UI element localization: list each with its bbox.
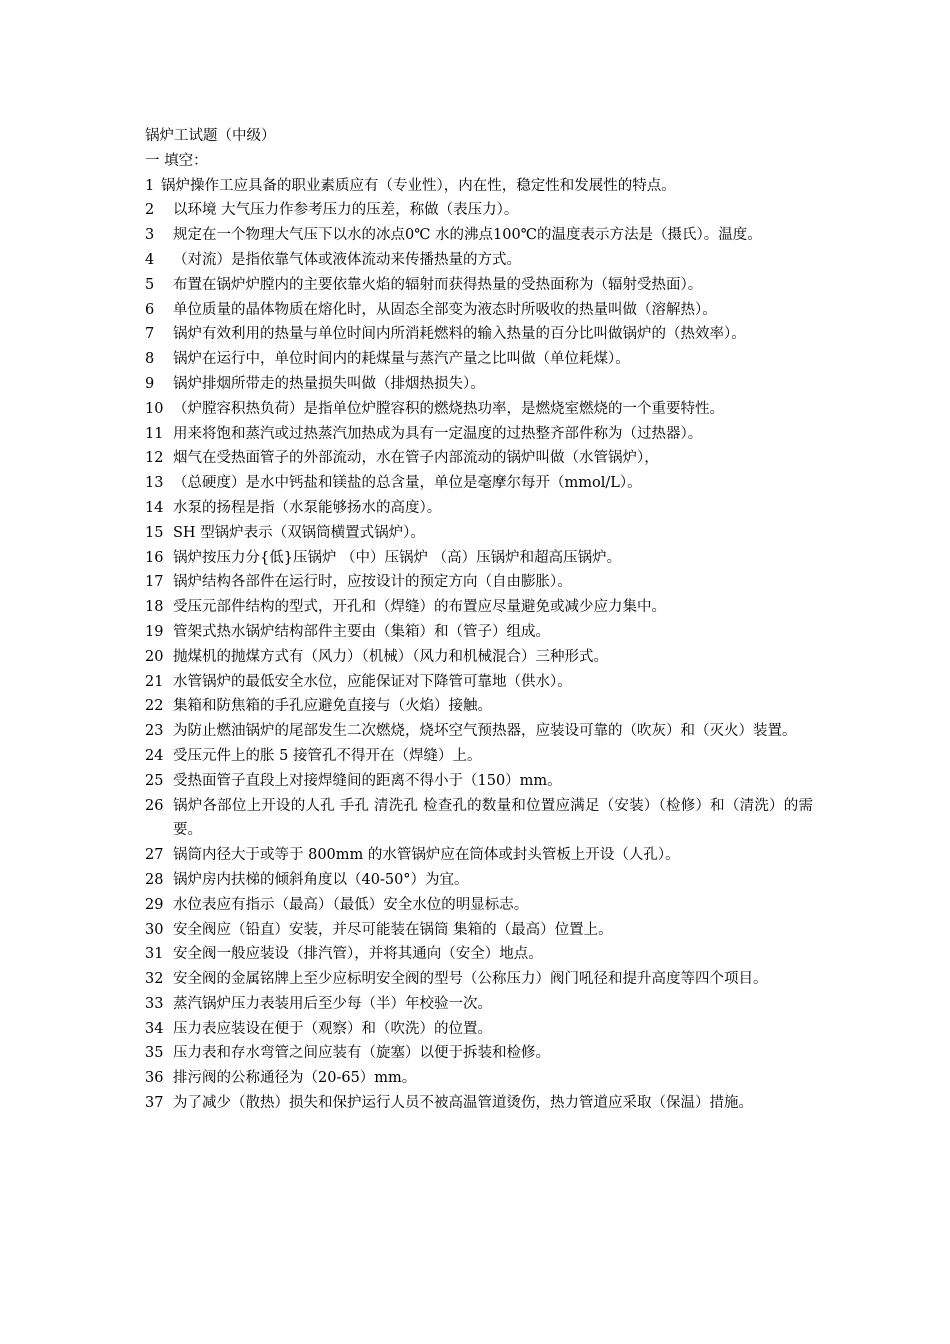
question-text: 安全阀的金属铭牌上至少应标明安全阀的型号（公称压力）阀门吼径和提升高度等四个项目。 <box>173 971 768 988</box>
question-item <box>145 992 813 1017</box>
question-item <box>145 174 813 199</box>
question-item <box>145 273 813 298</box>
question-text: （炉膛容积热负荷）是指单位炉膛容积的燃烧热功率，是燃烧室燃烧的一个重要特性。 <box>173 400 724 417</box>
question-number: 1 <box>145 177 155 194</box>
question-text: 管架式热水锅炉结构部件主要由（集箱）和（管子）组成。 <box>173 623 550 640</box>
question-number: 2 <box>145 202 155 219</box>
question-text: 水位表应有指示（最高）（最低）安全水位的明显标志。 <box>173 896 529 913</box>
question-text: 锅炉房内扶梯的倾斜角度以（40-50°）为宜。 <box>173 871 469 888</box>
question-item <box>145 1041 813 1066</box>
question-text: 为防止燃油锅炉的尾部发生二次燃烧，烧坏空气预热器，应装设可靠的（吹灰）和（灭火）装置。 <box>173 723 797 740</box>
question-item <box>145 967 813 992</box>
question-item <box>145 397 813 422</box>
question-text: 锅炉在运行中，单位时间内的耗煤量与蒸汽产量之比叫做（单位耗煤）。 <box>173 351 630 368</box>
question-item <box>145 1017 813 1042</box>
question-item <box>145 794 813 844</box>
question-number: 20 <box>145 648 164 665</box>
question-text: 压力表应装设在便于（观察）和（吹洗）的位置。 <box>173 1020 492 1037</box>
question-number: 4 <box>145 251 155 268</box>
question-item <box>145 1066 813 1091</box>
question-number: 37 <box>145 1095 164 1112</box>
document-page <box>145 124 813 1116</box>
question-text: 烟气在受热面管子的外部流动，水在管子内部流动的锅炉叫做（水管锅炉）， <box>173 450 659 467</box>
question-number: 11 <box>145 425 164 442</box>
question-item <box>145 546 813 571</box>
question-text: 锅炉操作工应具备的职业素质应有（专业性），内在性，稳定性和发展性的特点。 <box>161 177 676 194</box>
question-item <box>145 198 813 223</box>
question-number: 7 <box>145 326 155 343</box>
question-item <box>145 645 813 670</box>
question-number: 25 <box>145 772 164 789</box>
question-item <box>145 595 813 620</box>
question-text: 锅炉排烟所带走的热量损失叫做（排烟热损失）。 <box>173 375 485 392</box>
question-number: 35 <box>145 1045 164 1062</box>
question-text: 为了减少（散热）损失和保护运行人员不被高温管道烫伤，热力管道应采取（保温）措施。 <box>173 1095 753 1112</box>
question-number: 30 <box>145 921 164 938</box>
question-text: 安全阀应（铅直）安装，并尽可能装在锅筒 集箱的（最高）位置上。 <box>173 921 613 938</box>
question-number: 16 <box>145 549 164 566</box>
question-number: 28 <box>145 871 164 888</box>
question-text: 集箱和防焦箱的手孔应避免直接与（火焰）接触。 <box>173 698 492 715</box>
question-text: 锅炉各部位上开设的人孔 手孔 清洗孔 检查孔的数量和位置应满足（安装）（检修）和（清洗）的需要。 <box>173 797 813 839</box>
question-text: 安全阀一般应装设（排汽管），并将其通向（安全）地点。 <box>173 946 543 963</box>
document-title: 锅炉工试题（中级） <box>145 128 276 144</box>
question-text: 排污阀的公称通径为（20-65）mm。 <box>173 1070 417 1087</box>
question-item <box>145 521 813 546</box>
question-number: 36 <box>145 1070 164 1087</box>
question-item <box>145 298 813 323</box>
question-item <box>145 496 813 521</box>
question-text: 规定在一个物理大气压下以水的冰点0℃ 水的沸点100℃的温度表示方法是（摄氏）。温度。 <box>173 227 762 244</box>
question-text: （总硬度）是水中钙盐和镁盐的总含量，单位是毫摩尔每开（mmol/L）。 <box>173 475 642 492</box>
question-item <box>145 918 813 943</box>
question-number: 32 <box>145 971 164 988</box>
question-text: 锅炉按压力分{低}压锅炉 （中）压锅炉 （高）压锅炉和超高压锅炉。 <box>173 549 622 566</box>
question-number: 13 <box>145 475 164 492</box>
question-text: 受压元部件结构的型式，开孔和（焊缝）的布置应尽量避免或减少应力集中。 <box>173 599 666 616</box>
question-text: 布置在锅炉炉膛内的主要依靠火焰的辐射而获得热量的受热面称为（辐射受热面）。 <box>173 276 703 293</box>
question-number: 17 <box>145 574 164 591</box>
question-number: 5 <box>145 276 155 293</box>
question-item <box>145 620 813 645</box>
question-number: 12 <box>145 450 164 467</box>
question-text: 受压元件上的胀 5 接管孔不得开在（焊缝）上。 <box>173 747 482 764</box>
section-heading: 一 填空： <box>145 152 208 169</box>
question-text: 抛煤机的抛煤方式有（风力）（机械）（风力和机械混合）三种形式。 <box>173 648 608 665</box>
question-number: 24 <box>145 747 164 764</box>
question-number: 29 <box>145 896 164 913</box>
question-text: 压力表和存水弯管之间应装有（旋塞）以便于拆装和检修。 <box>173 1045 550 1062</box>
question-number: 21 <box>145 673 164 690</box>
question-text: （对流）是指依靠气体或液体流动来传播热量的方式。 <box>173 251 521 268</box>
question-number: 15 <box>145 524 164 541</box>
question-item <box>145 942 813 967</box>
question-number: 33 <box>145 995 164 1012</box>
question-number: 26 <box>145 797 164 814</box>
question-number: 14 <box>145 499 164 516</box>
question-number: 8 <box>145 351 155 368</box>
question-item <box>145 322 813 347</box>
question-item <box>145 446 813 471</box>
question-item <box>145 868 813 893</box>
question-item <box>145 422 813 447</box>
question-number: 27 <box>145 847 164 864</box>
question-number: 9 <box>145 375 155 392</box>
question-number: 6 <box>145 301 155 318</box>
question-item <box>145 719 813 744</box>
question-item <box>145 694 813 719</box>
question-item <box>145 893 813 918</box>
question-text: 锅炉有效利用的热量与单位时间内所消耗燃料的输入热量的百分比叫做锅炉的（热效率）。 <box>173 326 746 343</box>
question-text: 锅炉结构各部件在运行时，应按设计的预定方向（自由膨胀）。 <box>173 574 572 591</box>
question-text: 锅筒内径大于或等于 800mm 的水管锅炉应在筒体或封头管板上开设（人孔）。 <box>173 847 680 864</box>
question-number: 31 <box>145 946 164 963</box>
question-item <box>145 843 813 868</box>
question-number: 10 <box>145 400 164 417</box>
question-number: 22 <box>145 698 164 715</box>
question-item <box>145 347 813 372</box>
question-text: 蒸汽锅炉压力表装用后至少每（半）年校验一次。 <box>173 995 492 1012</box>
question-item <box>145 372 813 397</box>
question-text: SH 型锅炉表示（双锅筒横置式锅炉）。 <box>173 524 425 541</box>
question-text: 用来将饱和蒸汽或过热蒸汽加热成为具有一定温度的过热整齐部件称为（过热器）。 <box>173 425 703 442</box>
question-item <box>145 670 813 695</box>
question-item <box>145 769 813 794</box>
question-number: 23 <box>145 723 164 740</box>
question-item <box>145 744 813 769</box>
question-item <box>145 223 813 248</box>
question-item <box>145 471 813 496</box>
question-text: 水管锅炉的最低安全水位，应能保证对下降管可靠地（供水）。 <box>173 673 572 690</box>
question-text: 水泵的扬程是指（水泵能够扬水的高度）。 <box>173 499 442 516</box>
question-number: 3 <box>145 227 155 244</box>
question-text: 单位质量的晶体物质在熔化时，从固态全部变为液态时所吸收的热量叫做（溶解热）。 <box>173 301 717 318</box>
question-text: 以环境 大气压力作参考压力的压差，称做（表压力）。 <box>173 202 519 219</box>
question-item <box>145 1091 813 1116</box>
question-item <box>145 570 813 595</box>
question-item <box>145 248 813 273</box>
question-number: 19 <box>145 623 164 640</box>
question-number: 34 <box>145 1020 164 1037</box>
question-text: 受热面管子直段上对接焊缝间的距离不得小于（150）mm。 <box>173 772 562 789</box>
question-number: 18 <box>145 599 164 616</box>
question-list <box>145 174 813 1116</box>
